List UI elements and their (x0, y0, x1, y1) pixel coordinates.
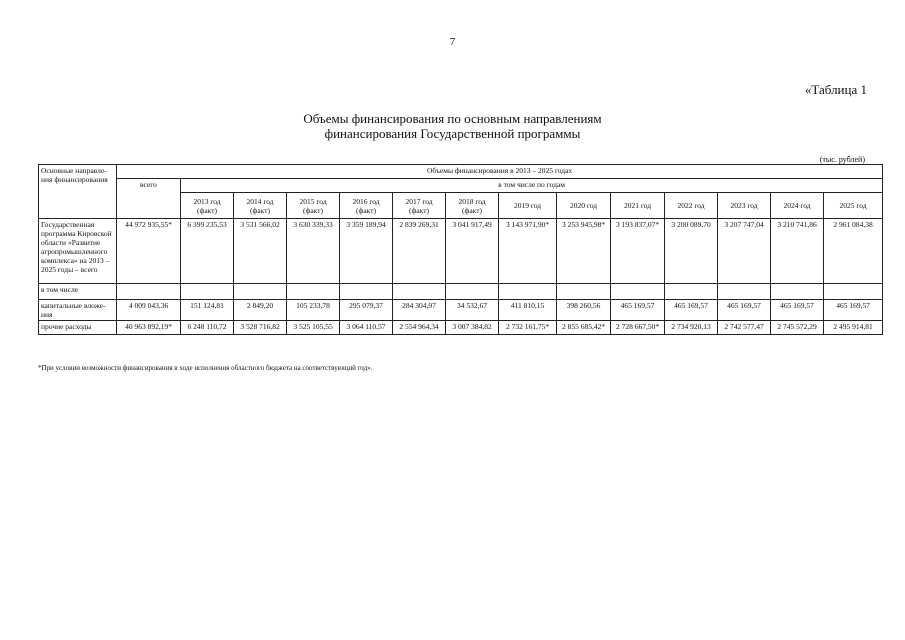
row-label: капитальные вложе-ния (39, 300, 117, 321)
row-label: Государственная программа Кировской области «Развитие агропромышленного комплекса» на 2013 – 2025 годы – всего (39, 219, 117, 284)
unit-note: (тыс. рублей) (819, 155, 865, 164)
cell-value (287, 284, 340, 300)
cell-value: 3 531 566,02 (234, 219, 287, 284)
header-year: 2015 год (факт) (287, 193, 340, 219)
header-year: 2018 год (факт) (446, 193, 499, 219)
cell-value: 2 849,20 (234, 300, 287, 321)
cell-value: 465 169,57 (771, 300, 824, 321)
table-row (39, 284, 883, 300)
financing-table (38, 164, 883, 335)
cell-value: 3 193 837,07* (611, 219, 665, 284)
header-year: 2019 год (499, 193, 557, 219)
cell-value (234, 284, 287, 300)
cell-value: 3 207 747,04 (718, 219, 771, 284)
cell-value: 2 961 084,38 (824, 219, 883, 284)
cell-value: 2 495 914,81 (824, 321, 883, 335)
cell-value (340, 284, 393, 300)
cell-value (611, 284, 665, 300)
cell-value (771, 284, 824, 300)
cell-value: 6 399 235,53 (181, 219, 234, 284)
title-line-2: финансирования Государственной программы (324, 126, 581, 141)
cell-value: 3 200 089,70 (665, 219, 718, 284)
cell-value: 398 260,56 (557, 300, 611, 321)
cell-value: 295 079,37 (340, 300, 393, 321)
cell-value: 2 732 161,75* (499, 321, 557, 335)
cell-value: 465 169,57 (665, 300, 718, 321)
cell-value: 465 169,57 (824, 300, 883, 321)
cell-value: 44 972 935,55* (117, 219, 181, 284)
cell-value (718, 284, 771, 300)
footnote: *При условии возможности финансирования в ходе исполнения областного бюджета на соответствующий год». (38, 364, 373, 372)
cell-value (824, 284, 883, 300)
page-number: 7 (449, 36, 456, 48)
table-row (39, 219, 883, 284)
cell-value (393, 284, 446, 300)
header-year: 2013 год (факт) (181, 193, 234, 219)
cell-value: 3 630 339,33 (287, 219, 340, 284)
cell-value: 3 525 105,55 (287, 321, 340, 335)
table-row (39, 321, 883, 335)
row-label: в том числе (39, 284, 117, 300)
header-year: 2022 год (665, 193, 718, 219)
cell-value: 2 742 577,47 (718, 321, 771, 335)
cell-value: 3 359 189,94 (340, 219, 393, 284)
cell-value: 151 124,81 (181, 300, 234, 321)
cell-value: 465 169,57 (718, 300, 771, 321)
cell-value: 3 064 110,57 (340, 321, 393, 335)
cell-value: 3 253 945,98* (557, 219, 611, 284)
header-directions: Основные направле-ния финансирования (39, 165, 117, 219)
cell-value (557, 284, 611, 300)
header-year: 2021 год (611, 193, 665, 219)
header-volumes: Объемы финансирования в 2013 – 2025 годах (117, 165, 883, 179)
cell-value: 3 528 716,82 (234, 321, 287, 335)
cell-value: 3 007 384,82 (446, 321, 499, 335)
cell-value: 3 210 741,86 (771, 219, 824, 284)
cell-value (446, 284, 499, 300)
cell-value (665, 284, 718, 300)
document-title (0, 111, 905, 141)
header-year: 2014 год (факт) (234, 193, 287, 219)
cell-value: 2 728 667,50* (611, 321, 665, 335)
cell-value (499, 284, 557, 300)
title-line-1: Объемы финансирования по основным направлениям (303, 111, 602, 126)
header-year: 2020 год (557, 193, 611, 219)
header-by-years: в том числе по годам (181, 179, 883, 193)
header-year: 2017 год (факт) (393, 193, 446, 219)
cell-value: 4 009 043,36 (117, 300, 181, 321)
cell-value: 411 810,15 (499, 300, 557, 321)
header-total: всего (117, 179, 181, 219)
header-year: 2016 год (факт) (340, 193, 393, 219)
cell-value: 40 963 892,19* (117, 321, 181, 335)
header-year: 2025 год (824, 193, 883, 219)
row-label: прочие расходы (39, 321, 117, 335)
cell-value (181, 284, 234, 300)
cell-value: 2 855 685,42* (557, 321, 611, 335)
cell-value: 6 248 110,72 (181, 321, 234, 335)
cell-value: 3 041 917,49 (446, 219, 499, 284)
table-label: «Таблица 1 (804, 82, 867, 97)
cell-value: 2 554 964,34 (393, 321, 446, 335)
cell-value (117, 284, 181, 300)
cell-value: 34 532,67 (446, 300, 499, 321)
cell-value: 465 169,57 (611, 300, 665, 321)
header-year: 2024 год (771, 193, 824, 219)
header-year: 2023 год (718, 193, 771, 219)
cell-value: 3 143 971,90* (499, 219, 557, 284)
cell-value: 2 839 269,31 (393, 219, 446, 284)
cell-value: 105 233,78 (287, 300, 340, 321)
cell-value: 284 304,97 (393, 300, 446, 321)
table-row (39, 300, 883, 321)
cell-value: 2 745 572,29 (771, 321, 824, 335)
cell-value: 2 734 920,13 (665, 321, 718, 335)
